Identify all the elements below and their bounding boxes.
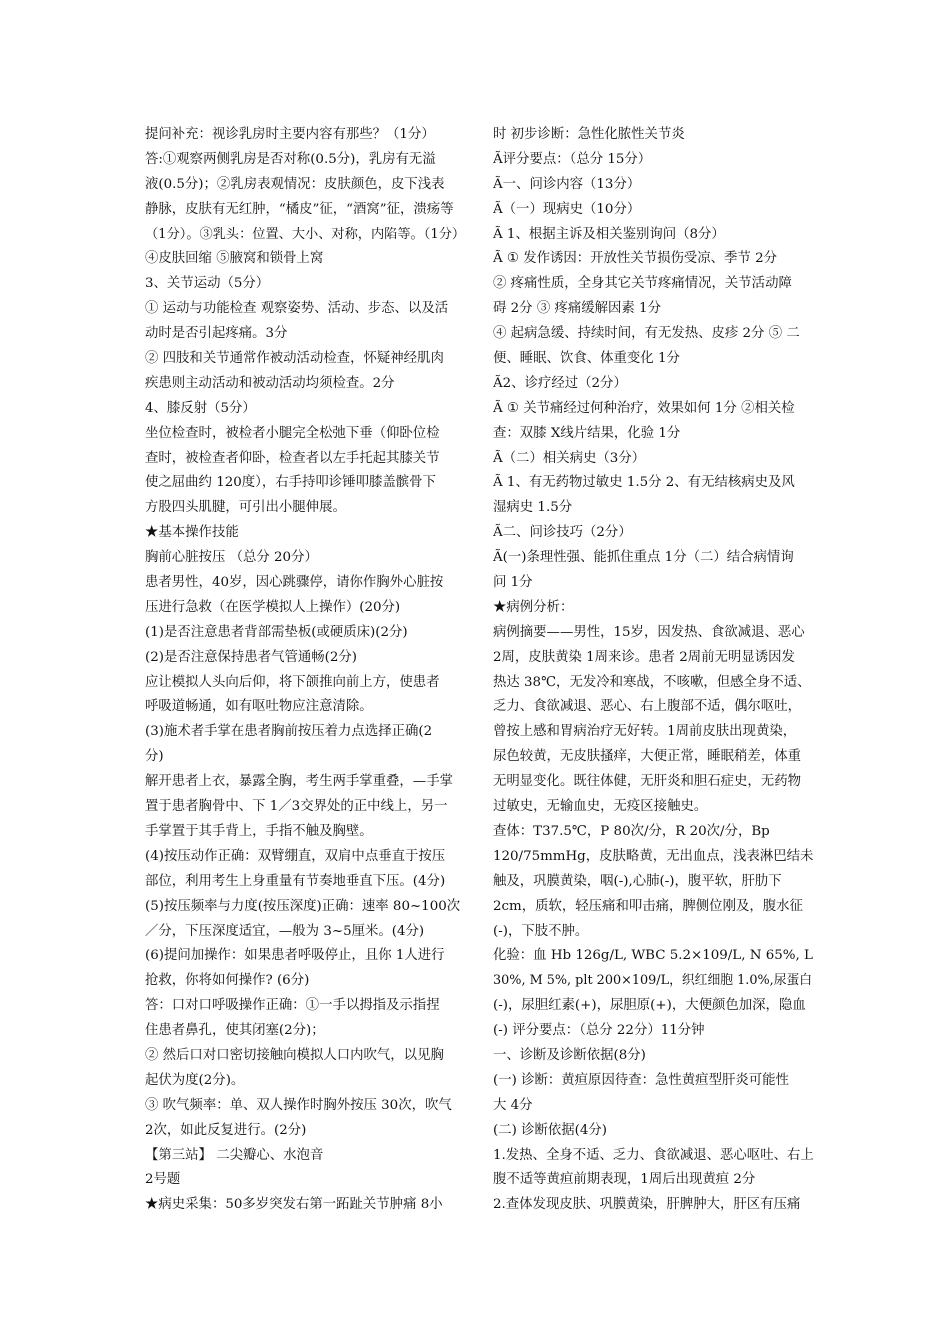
text-line: Ã一、问诊内容（13分） [493,176,641,192]
text-line: (4)按压动作正确：双臂绷直，双肩中点垂直于按压 [145,848,446,864]
text-line: Ã ① 发作诱因：开放性关节损伤受凉、季节 2分 [493,251,777,267]
text-line: 提问补充：视诊乳房时主要内容有那些？（1分） [145,127,435,142]
text-line: (1)是否注意患者背部需垫板(或硬质床)(2分) [145,624,408,640]
text-line: 曾按上感和胃病治疗无好转。1周前皮肤出现黄染， [493,724,797,740]
text-line: Ã（二）相关病史（3分） [493,450,646,466]
text-line: 查：双膝 X线片结果，化验 1分 [493,425,681,441]
text-line: 无明显变化。既往体健，无肝炎和胆石症史，无药物 [493,774,801,790]
text-line: ② 四肢和关节通常作被动活动检查，怀疑神经肌肉 [145,351,444,367]
text-line: (3)施术者手掌在患者胸前按压着力点选择正确(2 [145,724,433,740]
text-line: 解开患者上衣，暴露全胸，考生两手掌重叠，—手掌 [145,774,453,790]
text-line: (-)，尿胆红素(+)，尿胆原(+)，大便颜色加深，隐血 [493,998,806,1014]
text-line: 2号题 [145,1172,181,1188]
text-line: 过敏史，无输血史，无疫区接触史。 [493,799,708,815]
text-line: 查体：T37.5℃，P 80次/分，R 20次/分，Bp [493,823,770,839]
text-line: 湿病史 1.5分 [493,500,573,516]
text-line: 答：口对口呼吸操作正确：①一手以拇指及示指捏 [145,998,440,1014]
text-line: (-)，下肢不肿。 [493,923,589,939]
text-line: (二) 诊断依据(4分) [493,1122,608,1138]
text-line: 2周，皮肤黄染 1周来诊。患者 2周前无明显诱因发 [493,649,795,665]
text-line: ② 然后口对口密切接触向模拟人口内吹气，以见胸 [145,1047,444,1063]
text-line: ④皮肤回缩 ⑤腋窝和锁骨上窝 [145,251,324,267]
text-line: (-) 评分要点：（总分 22分）11分钟 [493,1023,705,1039]
text-line: 120/75mmHg，皮肤略黄，无出血点，浅表淋巴结未 [493,848,814,864]
text-line: 查时，被检查者仰卧，检查者以左手托起其膝关节 [145,450,440,466]
text-line: 置于患者胸骨中、下 1／3交界处的正中线上，另一 [145,799,448,815]
text-line: (5)按压频率与力度(按压深度)正确：速率 80~100次 [145,898,461,914]
text-line: ★病例分析： [493,599,574,615]
text-line: 问 1分 [493,575,533,591]
text-line: 碍 2分 ③ 疼痛缓解因素 1分 [493,301,661,317]
text-line: ／分，下压深度适宜，—般为 3~5厘米。(4分) [145,923,425,939]
text-line: ④ 起病急缓、持续时间，有无发热、皮疹 2分 ⑤ 二 [493,326,800,342]
text-line: 尿色较黄，无皮肤搔痒，大便正常，睡眠稍差，体重 [493,749,801,765]
text-line: 使之屈曲约 120度），右手持叩诊锤叩膝盖髌骨下 [145,475,436,491]
text-line: 呼吸道畅通，如有呕吐物应注意清除。 [145,699,373,715]
text-line: (6)提问加操作：如果患者呼吸停止，且你 1人进行 [145,948,445,964]
text-line: 部位，利用考生上身重量有节奏地垂直下压。(4分) [145,873,446,889]
right-column [493,123,815,1218]
text-line: 病例摘要——男性，15岁，因发热、食欲减退、恶心 [493,624,805,640]
text-line: 30%, M 5%, plt 200×109/L，织红细胞 1.0%,尿蛋白 [493,973,813,989]
text-line: 手掌置于其手背上，手指不触及胸壁。 [145,823,373,839]
text-line: 大 4分 [493,1097,533,1113]
text-line: 化验：血 Hb 126g/L, WBC 5.2×109/L, N 65%, L [493,948,813,964]
left-column [145,123,467,1218]
text-line: 2次，如此反复进行。(2分) [145,1122,307,1138]
text-line: 患者男性，40岁，因心跳骤停，请你作胸外心脏按 [145,575,444,591]
text-line: 1.发热、全身不适、乏力、食欲减退、恶心呕吐、右上 [493,1147,814,1163]
text-line: 2cm，质软，轻压痛和叩击痛，脾侧位刚及，腹水征 [493,898,803,914]
text-line: 时 初步诊断：急性化脓性关节炎 [493,127,685,142]
text-line: 一、诊断及诊断依据(8分) [493,1047,646,1063]
text-line: 分) [145,749,164,765]
text-line: Ã 1、根据主诉及相关鉴别询问（8分） [493,226,725,242]
text-line: 4、膝反射（5分） [145,400,256,416]
text-line: (2)是否注意保持患者气管通畅(2分) [145,649,358,665]
text-line: Ã2、诊疗经过（2分） [493,375,627,391]
text-line: 腹不适等黄疸前期表现，1周后出现黄疸 2分 [493,1172,756,1188]
text-line: 起伏为度(2分)。 [145,1072,245,1088]
text-line: 疾患则主动活动和被动活动均须检查。2分 [145,375,395,391]
text-line: 静脉，皮肤有无红肿，“橘皮”征，“酒窝”征，溃疡等 [145,201,454,217]
text-line: 方股四头肌腱，可引出小腿伸展。 [145,500,346,516]
text-line: Ã（一）现病史（10分） [493,201,641,217]
text-line: 动时是否引起疼痛。3分 [145,326,288,342]
text-line: 热达 38℃，无发冷和寒战，不咳嗽，但感全身不适、 [493,674,811,690]
text-line: Ã ① 关节痛经过何种治疗，效果如何 1分 ②相关检 [493,400,795,416]
text-line: （1分）。③乳头：位置、大小、对称，内陷等。（1分） [145,226,466,242]
text-line: ② 疼痛性质，全身其它关节疼痛情况，关节活动障 [493,276,792,292]
text-line: Ã二、问诊技巧（2分） [493,525,632,541]
text-line: 应让模拟人头向后仰，将下颌推向前上方，使患者 [145,674,440,690]
text-line: (一) 诊断：黄疸原因待查：急性黄疸型肝炎可能性 [493,1072,789,1088]
text-line: ③ 吹气频率：单、双人操作时胸外按压 30次，吹气 [145,1097,452,1113]
text-line: 【第三站】 二尖瓣心、水泡音 [145,1147,324,1163]
text-line: Ã(一)条理性强、能抓住重点 1分（二）结合病情询 [493,550,794,566]
text-line: 3、关节运动（5分） [145,276,270,292]
text-line: Ã 1、有无药物过敏史 1.5分 2、有无结核病史及风 [493,475,795,491]
text-line: 液(0.5分)；②乳房表观情况：皮肤颜色，皮下浅表 [145,176,445,192]
text-line: ★病史采集：50多岁突发右第一跖趾关节肿痛 8小 [145,1197,443,1213]
text-line: Ã评分要点：（总分 15分） [493,151,652,167]
text-line: ★基本操作技能 [145,525,239,541]
text-line: ① 运动与功能检查 观察姿势、活动、步态、以及活 [145,301,449,317]
text-line: 2.查体发现皮肤、巩膜黄染，肝脾肿大，肝区有压痛 [493,1197,801,1213]
text-line: 抢救，你将如何操作? (6分) [145,973,310,989]
text-line: 住患者鼻孔，使其闭塞(2分)； [145,1023,325,1039]
text-line: 压进行急救（在医学模拟人上操作）(20分) [145,599,401,615]
text-line: 胸前心脏按压 （总分 20分） [145,550,318,566]
text-line: 坐位检查时，被检者小腿完全松弛下垂（仰卧位检 [145,425,440,441]
text-line: 便、睡眠、饮食、体重变化 1分 [493,351,680,367]
text-line: 触及，巩膜黄染，咽(-),心肺(-)，腹平软，肝肋下 [493,873,782,889]
text-line: 乏力、食欲减退、恶心、右上腹部不适，偶尔呕吐， [493,699,801,715]
text-line: 答:①观察两侧乳房是否对称(0.5分)，乳房有无溢 [145,151,436,167]
